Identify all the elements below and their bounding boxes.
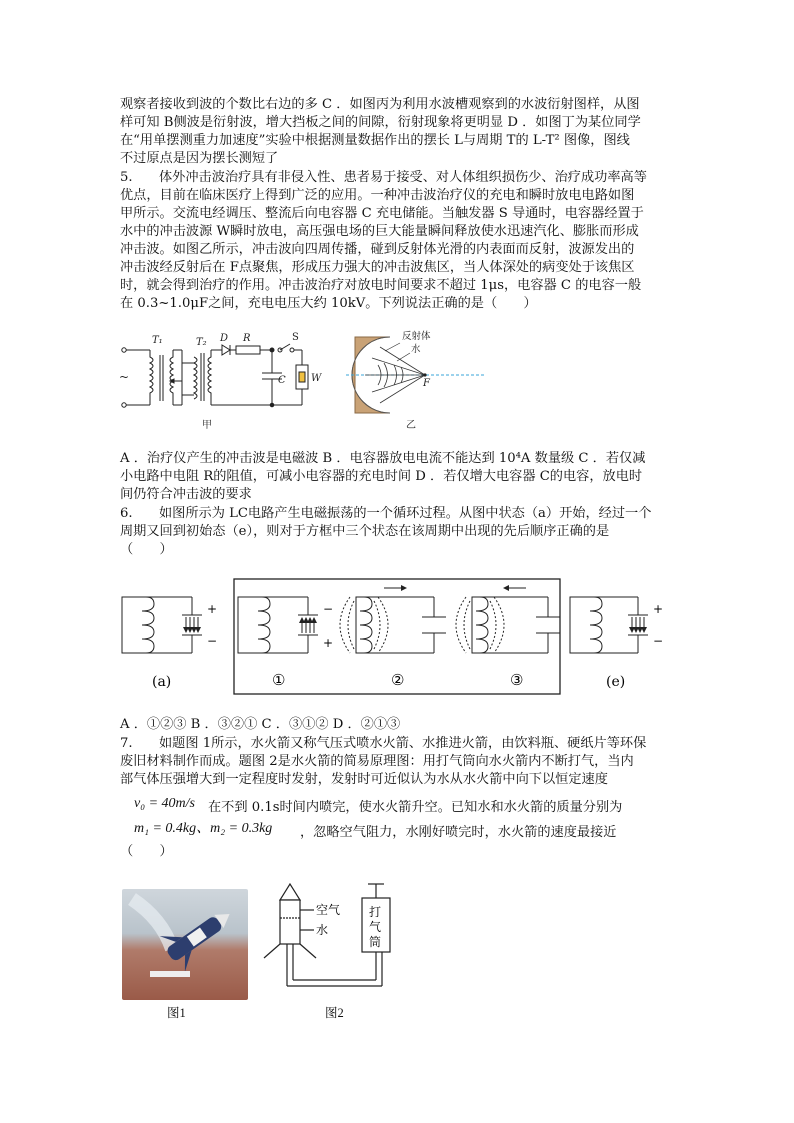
pump-char-2: 气 xyxy=(369,920,382,934)
t1-primary-coil xyxy=(150,350,153,405)
q5-line-7: 时，就会得到治疗的作用。冲击波治疗对放电时间要求不超过 1μs，电容器 C 的电容一般 xyxy=(120,278,642,293)
state-2 xyxy=(340,588,446,653)
label-reflector: 反射体 xyxy=(402,331,431,342)
q7-line-2: 废旧材料制作而成。题图 2是水火箭的简易原理图：用打气筒向水火箭内不断打气，当内 xyxy=(120,754,634,769)
q4-line-1: 观察者接收到波的个数比右边的多 C ．如图丙为利用水波槽观察到的水波衍射图样，从图 xyxy=(120,97,640,112)
switch-s xyxy=(280,344,290,350)
q5-option-line-2: 小电路中电阻 R的阻值，可减小电容器的充电时间 D ．若仅增大电容器 C的电容，放电时 xyxy=(120,469,643,484)
q4-line-4: 不过原点是因为摆长测短了 xyxy=(120,151,279,166)
label-c: C xyxy=(278,375,286,386)
label-s: S xyxy=(292,332,299,343)
q5-line-1: 5. 体外冲击波治疗具有非侵入性、患者易于接受、对人体组织损伤少、治疗成功率高等 xyxy=(120,170,647,185)
s1-plus: + xyxy=(323,636,334,650)
label-d: D xyxy=(220,333,229,344)
label-water: 水 xyxy=(411,344,421,355)
pump-char-1: 打 xyxy=(369,905,382,919)
q5-line-8: 在 0.3~1.0μF之间，充电电压大约 10kV。下列说法正确的是（ ） xyxy=(120,296,537,311)
state-e xyxy=(570,597,648,653)
caption-yi: 乙 xyxy=(406,420,416,431)
resistor xyxy=(236,346,260,354)
label-f: F xyxy=(423,378,430,389)
e-minus: − xyxy=(653,634,664,648)
q5-option-line-1: A ．治疗仪产生的冲击波是电磁波 B ．电容器放电电流不能达到 10⁴A 数量级 C ．若仅减 xyxy=(120,451,646,466)
q6-line-3: （ ） xyxy=(120,542,173,557)
q7-line-5: ，忽略空气阻力，水刚好喷完时，水火箭的速度最接近 xyxy=(300,825,617,840)
state-3 xyxy=(456,588,560,653)
q6-options: A ．①②③ B ．③②① C ．③①② D ．②①③ xyxy=(120,717,401,732)
t2-secondary-coil xyxy=(208,350,211,405)
pump-char-3: 筒 xyxy=(369,935,382,949)
q7-line-3: 部气体压强增大到一定程度时发射，发射时可近似认为水从水火箭中向下以恒定速度 xyxy=(120,772,608,787)
e-plus: + xyxy=(653,602,664,616)
caption-jia: 甲 xyxy=(202,420,212,431)
q4-line-3: 在“用单摆测重力加速度”实验中根据测量数据作出的摆长 L与周期 T的 L-T² 图像，图线 xyxy=(120,133,630,148)
caption-3: ③ xyxy=(510,671,524,689)
caption-fig2: 图2 xyxy=(325,1006,344,1020)
q7-rocket-schematic xyxy=(258,878,398,1003)
a-plus: + xyxy=(207,602,218,616)
q5-line-3: 甲所示。交流电经调压、整流后向电容器 C 充电储能。当触发器 S 导通时，电容器经置于 xyxy=(120,206,644,221)
label-t1: T₁ xyxy=(152,335,163,346)
state-1 xyxy=(238,597,318,653)
a-minus: − xyxy=(207,634,218,648)
q7-masses: m₁ = 0.4kg、m₂ = 0.3kg xyxy=(134,821,273,836)
q5-line-6: 冲击波经反射后在 F点聚焦，形成压力强大的冲击波焦区，当人体深处的病变处于该焦区 xyxy=(120,260,635,275)
label-t2: T₂ xyxy=(196,337,207,348)
terminal-bottom xyxy=(122,403,126,407)
label-w: W xyxy=(311,373,322,384)
caption-a: (a) xyxy=(152,674,172,690)
s1-minus: − xyxy=(323,602,334,616)
q6-line-1: 6. 如图所示为 LC电路产生电磁振荡的一个循环过程。从图中状态（a）开始，经过一个 xyxy=(120,506,652,521)
terminal-top xyxy=(122,348,126,352)
q5-line-5: 冲击波。如图乙所示，冲击波向四周传播，碰到反射体光滑的内表面而反射，波源发出的 xyxy=(120,242,635,257)
diode xyxy=(222,345,230,355)
q4-line-2: 样可知 B侧波是衍射波，增大挡板之间的间隙，衍射现象将更明显 D ．如图丁为某位同学 xyxy=(120,115,641,130)
label-r: R xyxy=(243,333,251,344)
caption-2: ② xyxy=(391,671,405,689)
q7-line-6: （ ） xyxy=(120,844,173,859)
label-ac: ~ xyxy=(119,370,130,384)
q6-lc-figure xyxy=(116,575,680,700)
t2-primary-coil xyxy=(194,357,197,399)
t1-secondary-coil xyxy=(170,350,173,405)
state-a xyxy=(122,597,202,653)
q5-line-2: 优点，目前在临床医疗上得到广泛的应用。一种冲击波治疗仪的充电和瞬时放电电路如图 xyxy=(120,188,635,203)
q5-figure xyxy=(110,325,510,440)
q7-line-1: 7. 如题图 1所示，水火箭又称气压式喷水火箭、水推进火箭，由饮料瓶、硬纸片等环保 xyxy=(120,736,647,751)
q7-v0: v₀ = 40m/s xyxy=(134,796,195,811)
q5-line-4: 水中的冲击波源 W瞬时放电，高压强电场的巨大能量瞬间释放使水迅速汽化、膨胀而形成 xyxy=(120,224,639,239)
label-water-q7: 水 xyxy=(316,923,329,937)
label-air: 空气 xyxy=(316,903,341,917)
caption-1: ① xyxy=(272,671,286,689)
water-rocket-photo xyxy=(122,889,248,1000)
q6-line-2: 周期又回到初始态（e），则对于方框中三个状态在该周期中出现的先后顺序正确的是 xyxy=(120,524,610,539)
q5-option-line-3: 间仍符合冲击波的要求 xyxy=(120,487,252,502)
caption-fig1: 图1 xyxy=(167,1006,186,1020)
q7-line-4: 在不到 0.1s时间内喷完，使水火箭升空。已知水和水火箭的质量分别为 xyxy=(208,800,623,815)
caption-e: (e) xyxy=(606,674,626,690)
